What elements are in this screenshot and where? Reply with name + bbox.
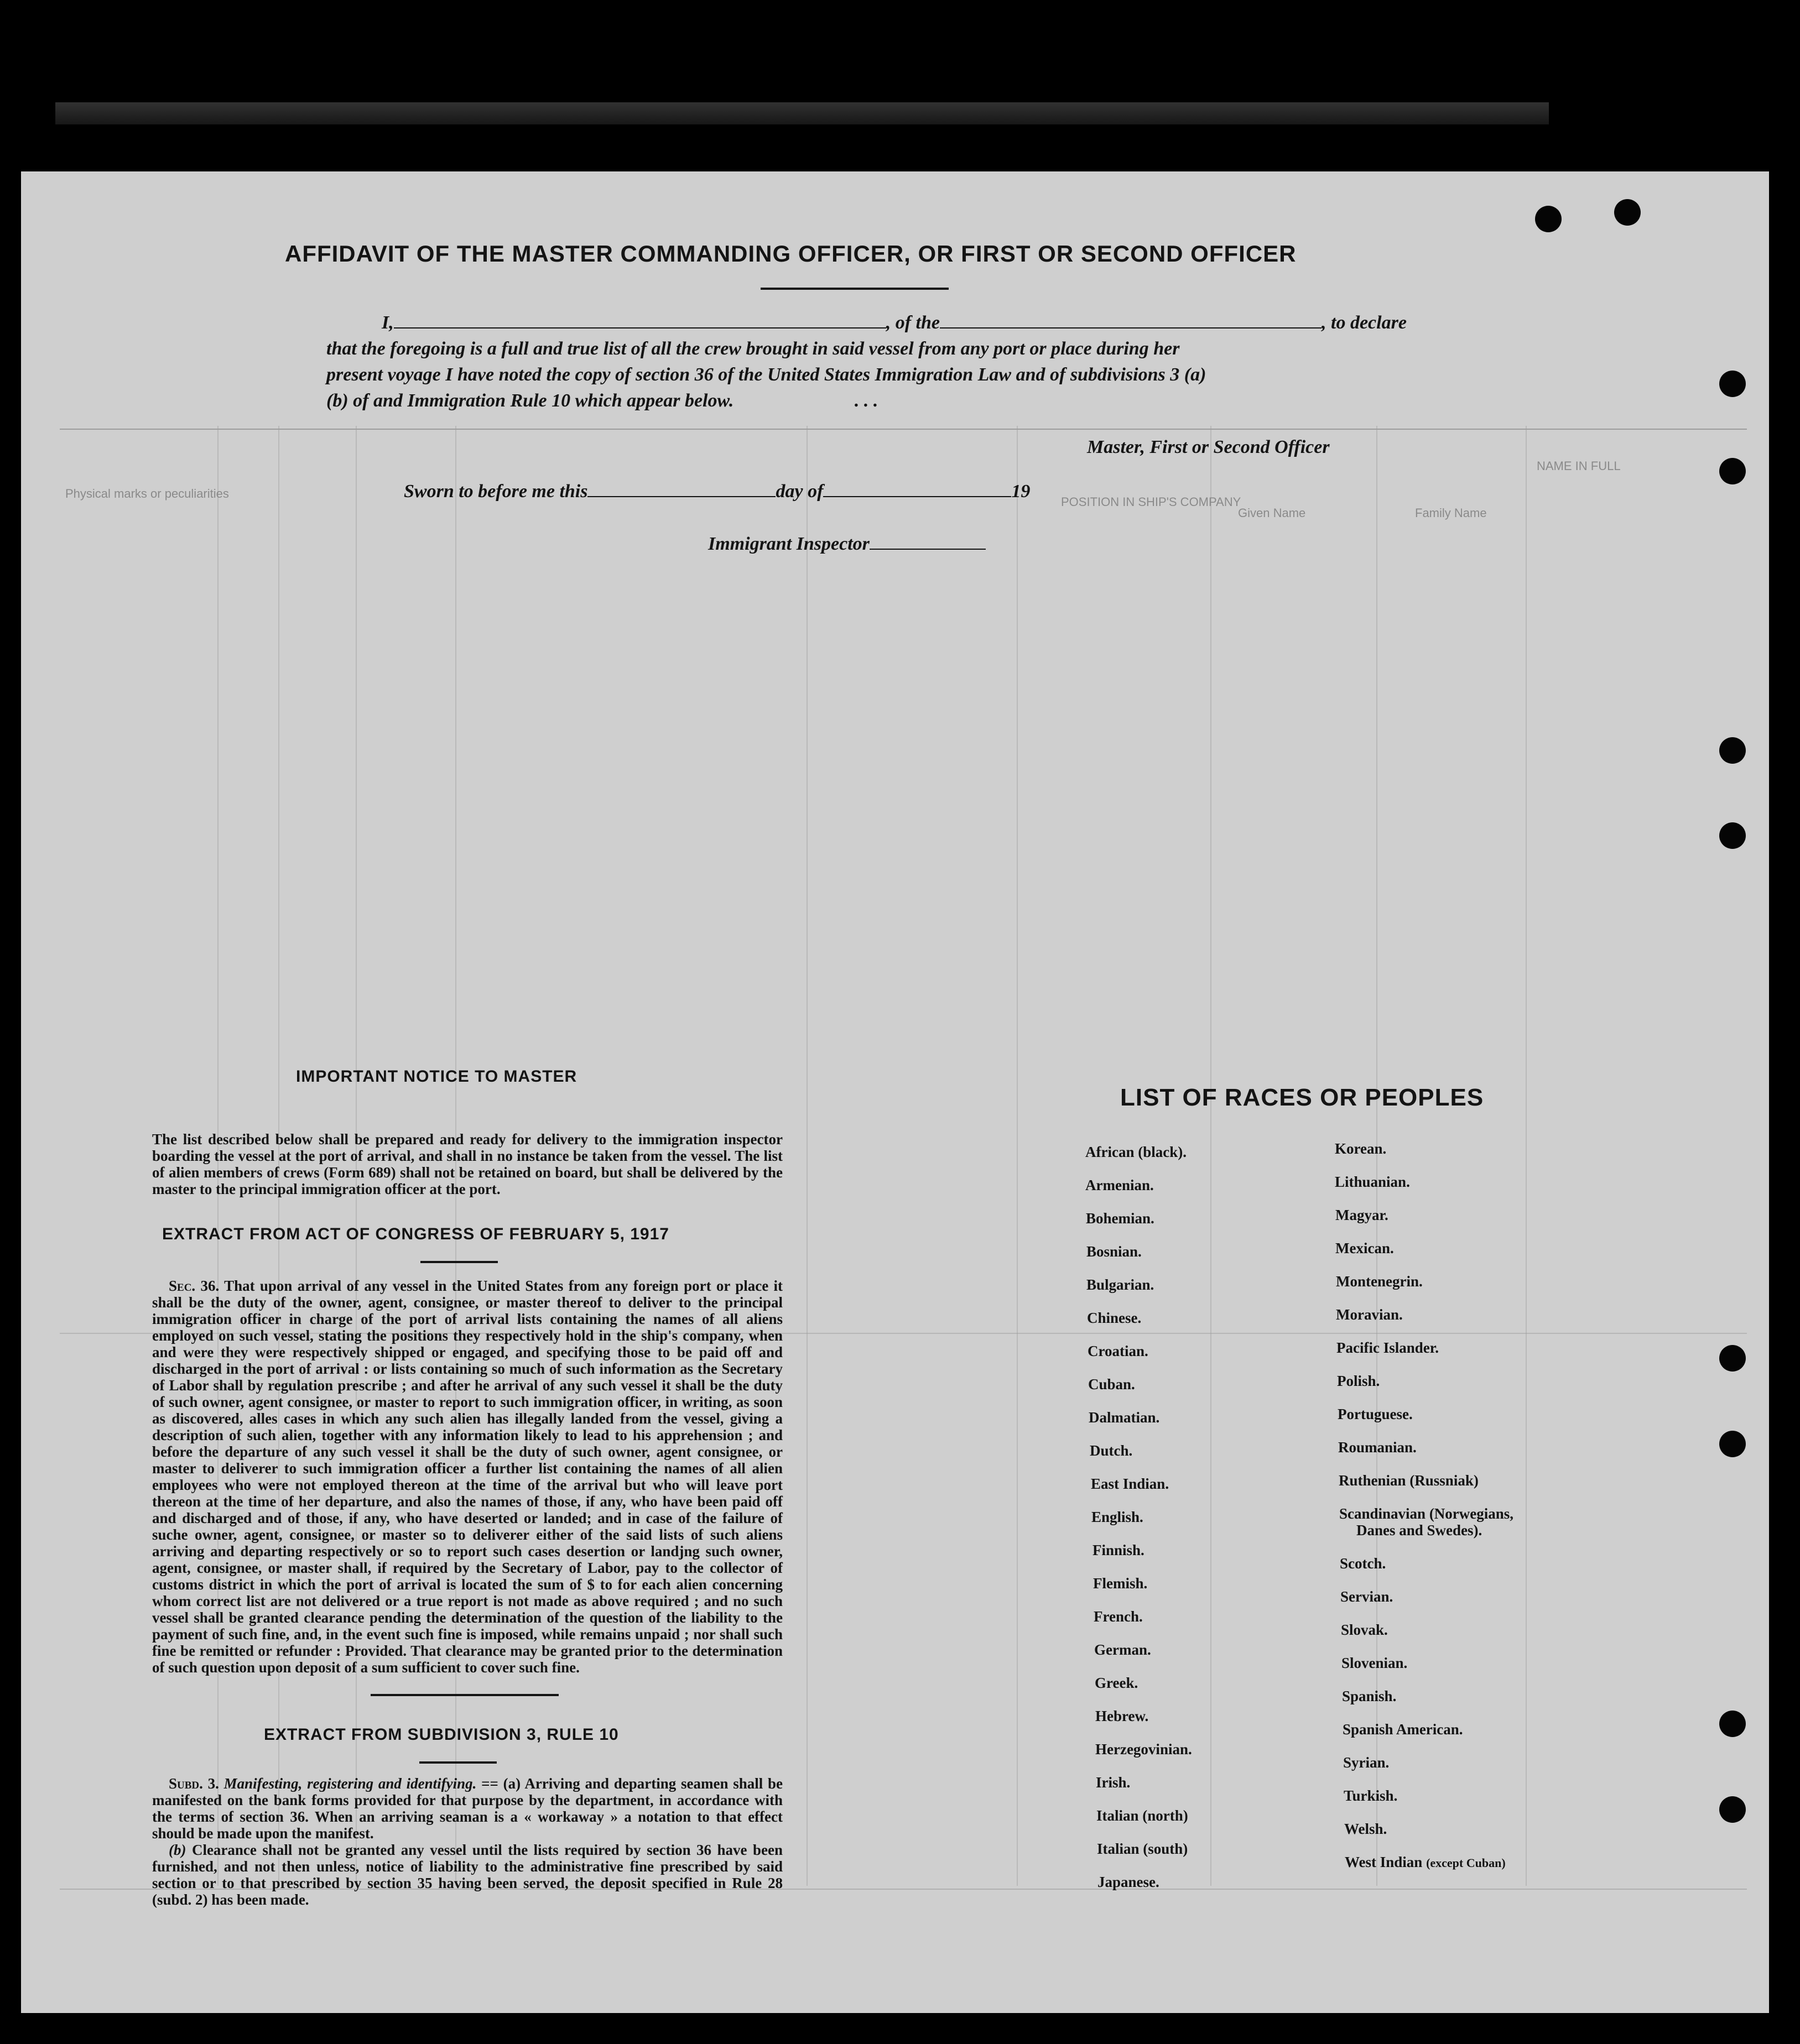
affidavit-of-the: , of the <box>886 312 940 333</box>
race-item: Croatian. <box>1088 1343 1148 1359</box>
binder-hole <box>1719 822 1746 849</box>
bleed-header: Given Name <box>1238 506 1306 520</box>
sworn-prefix: Sworn to before me this <box>404 481 588 502</box>
rule-b-label: (b) <box>169 1842 186 1858</box>
signature-label: Master, First or Second Officer <box>1087 437 1330 457</box>
month-blank[interactable] <box>823 496 1011 497</box>
race-item: English. <box>1091 1509 1143 1525</box>
rule-text-a: == (a) Arriving and departing seamen shall be manifested on the bank forms provided for that purpose by the department, in accordance with the terms of section 36. When an arriving seaman is a « workaway » a notation to that effect should be made upon the manifest. <box>152 1775 783 1842</box>
race-item <box>1339 1505 1513 1522</box>
bleed-column-line <box>1210 426 1211 1886</box>
inspector-line <box>708 534 986 555</box>
sec-label: Sec. 36. <box>169 1278 220 1294</box>
race-item: Moravian. <box>1336 1306 1403 1323</box>
race-item: Mexican. <box>1335 1240 1394 1256</box>
race-item: Herzegovinian. <box>1095 1741 1192 1758</box>
rank-blank[interactable] <box>940 327 1322 328</box>
race-item: African (black). <box>1085 1144 1187 1160</box>
race-item: Dalmatian. <box>1089 1409 1160 1426</box>
rule-title: EXTRACT FROM SUBDIVISION 3, RULE 10 <box>264 1725 619 1744</box>
inspector-label: Immigrant Inspector <box>708 534 870 554</box>
race-item: Finnish. <box>1093 1542 1144 1558</box>
race-item: Cuban. <box>1088 1376 1135 1393</box>
binder-hole <box>1719 458 1746 484</box>
race-west-indian: West Indian <box>1345 1854 1423 1870</box>
race-item: Spanish. <box>1342 1688 1397 1704</box>
act-title: EXTRACT FROM ACT OF CONGRESS OF FEBRUARY 5, 1917 <box>162 1225 669 1243</box>
race-item: Bulgarian. <box>1086 1276 1154 1293</box>
bleed-header: Family Name <box>1415 506 1487 520</box>
bleed-header: NAME IN FULL <box>1537 459 1621 473</box>
race-item: Pacific Islander. <box>1336 1339 1439 1356</box>
rule-paragraph-b <box>152 1842 783 1908</box>
binder-hole <box>1719 737 1746 764</box>
affidavit-line-4-dots: . . . <box>854 390 878 411</box>
race-item: Slovenian. <box>1341 1655 1408 1671</box>
race-item: Roumanian. <box>1338 1439 1417 1456</box>
race-item: Bohemian. <box>1086 1210 1154 1227</box>
notice-text <box>152 1131 783 1197</box>
affidavit-line-3: present voyage I have noted the copy of section 36 of the United States Immigration Law and of subdivisions 3 (a) <box>326 364 1206 385</box>
affidavit-line-4-text: (b) of and Immigration Rule 10 which appear below. <box>326 390 734 411</box>
affidavit-line-4 <box>326 390 878 411</box>
race-item: Irish. <box>1096 1774 1131 1791</box>
race-item: Italian (north) <box>1096 1807 1188 1824</box>
race-item: Ruthenian (Russniak) <box>1339 1472 1479 1489</box>
binder-hole <box>1719 371 1746 397</box>
rule-paragraph-a <box>152 1775 783 1842</box>
subd-label: Subd. 3. <box>169 1775 219 1792</box>
race-west-indian-note: (except Cuban) <box>1426 1856 1506 1870</box>
subd-heading: Manifesting, registering and identifying. <box>223 1775 477 1792</box>
race-item: Dutch. <box>1090 1442 1133 1459</box>
races-title: LIST OF RACES OR PEOPLES <box>1120 1084 1484 1111</box>
binder-hole <box>1719 1431 1746 1457</box>
affidavit-to-declare: , to declare <box>1322 312 1407 333</box>
race-item: Flemish. <box>1093 1575 1148 1592</box>
race-item: Syrian. <box>1343 1754 1390 1771</box>
binder-hole <box>1719 1711 1746 1737</box>
affidavit-i: I, <box>382 312 394 333</box>
race-item: Lithuanian. <box>1335 1174 1410 1190</box>
race-item <box>1345 1854 1506 1871</box>
race-item: Chinese. <box>1087 1310 1142 1326</box>
race-item: Turkish. <box>1344 1787 1398 1804</box>
act-underline <box>420 1261 498 1263</box>
bleed-header: Physical marks or peculiarities <box>65 487 229 500</box>
race-item-continuation: Danes and Swedes). <box>1356 1522 1482 1539</box>
name-blank[interactable] <box>394 327 886 328</box>
race-item: Korean. <box>1335 1140 1387 1157</box>
binder-hole <box>1719 1345 1746 1372</box>
sworn-line <box>404 481 1030 502</box>
inspector-blank[interactable] <box>870 549 986 550</box>
race-item: Armenian. <box>1085 1177 1154 1193</box>
sworn-day-label: day of <box>776 481 824 502</box>
bleed-column-line <box>1526 426 1527 1886</box>
race-item: Polish. <box>1337 1373 1380 1389</box>
race-item: Montenegrin. <box>1336 1273 1423 1290</box>
act-text <box>152 1278 783 1676</box>
race-scandinavian: Scandinavian (Norwegians, <box>1339 1505 1514 1522</box>
day-blank[interactable] <box>587 496 776 497</box>
act-paragraph <box>152 1278 783 1676</box>
affidavit-line-1 <box>382 312 1407 333</box>
race-item: German. <box>1094 1641 1151 1658</box>
rule-underline <box>419 1761 497 1764</box>
race-item: Portuguese. <box>1338 1406 1413 1422</box>
affidavit-line-2: that the foregoing is a full and true list of all the crew brought in said vessel from any port or place during her <box>326 338 1180 359</box>
race-item: Welsh. <box>1344 1821 1387 1837</box>
race-item: Slovak. <box>1341 1621 1388 1638</box>
scanner-edge-strip <box>55 102 1549 124</box>
rule-text <box>152 1775 783 1908</box>
race-item: Scotch. <box>1340 1555 1386 1572</box>
bleed-rule <box>60 429 1747 430</box>
race-item: Greek. <box>1095 1675 1138 1691</box>
race-item: Japanese. <box>1097 1874 1159 1890</box>
binder-hole <box>1614 199 1641 226</box>
sworn-year: 19 <box>1011 481 1031 502</box>
affidavit-title: AFFIDAVIT OF THE MASTER COMMANDING OFFICER, OR FIRST OR SECOND OFFICER <box>285 241 1297 267</box>
bleed-column-line <box>1017 426 1018 1886</box>
notice-paragraph: The list described below shall be prepared and ready for delivery to the immigration inspector boarding the vessel at the port of arrival, and shall in no instance be taken from the vessel. The list of alien members of crews (Form 689) shall not be retained on board, but shall be delivered by the master to the principal immigration officer at the port. <box>152 1131 783 1197</box>
race-item: Bosnian. <box>1086 1243 1142 1260</box>
race-item: Italian (south) <box>1097 1840 1188 1857</box>
bleed-column-line <box>807 426 808 1886</box>
act-body: That upon arrival of any vessel in the United States from any foreign port or place it shall be the duty of the owner, agent, consignee, or master thereof to deliver to the principal immigration officer in charge of the port of arrival lists containing the names of all aliens employed on such vessel, stating the positions they respectively hold in the ship's company, when and were they were respectively shipped or engaged, and specifying those to be paid off and discharged in the port of arrival : or lists containing so much of such information as the Secretary of Labor shall by regulation prescribe ; and after he arrival of any such vessel it shall be the duty of such owner, agent consignee, or master to report to such immigration officer, in writing, as soon as discovered, alles cases in which any such alien has illegally landed from the vessel, giving a description of such alien, together with any information likely to lead to his apprehension ; and before the departure of any such vessel it shall be the duty of such owner, agent consignee, or master to deliverer to such immigration officer a further list containing the names of all alien employees who were not employed thereon at the time of the arrival but who will leave port thereon at the time of her departure, and also the names of those, if any, who have been paid off and discharged and of those, if any, who have deserted or landed; and in case of the failure of suche owner, agent, consignee, or master so to deliverer either of the said lists of such aliens arriving and departing respectively or so to report such cases desertion or landjng such owner, agent, consignee, or master shall, if required by the Secretary of Labor, pay to the collector of customs district in which the port of arrival is located the sum of $ to for each alien concerning whom correct list are not delivered or a true report is not made as above required ; and no such vessel shall be granted clearance pending the determination of the question of the liability to the payment of such fine, and, in the event such fine is imposed, while remains unpaid ; nor shall such fine be remitted or refunder : Provided. That clearance may be granted prior to the determination of such question upon deposit of a sum sufficient to cover such fine. <box>152 1278 783 1676</box>
act-end-rule <box>371 1694 559 1696</box>
binder-hole <box>1535 206 1562 232</box>
rule-text-b: Clearance shall not be granted any vessel until the lists required by section 36 have been furnished, and not then unless, notice of liability to the administrative fine prescribed by said section or to that prescribed by section 35 having been served, the deposit specified in Rule 28 (subd. 2) has been made. <box>152 1842 783 1908</box>
race-item: Spanish American. <box>1343 1721 1463 1738</box>
race-item: Magyar. <box>1335 1207 1388 1223</box>
bleed-header: POSITION IN SHIP'S COMPANY <box>1061 495 1241 509</box>
race-item: Hebrew. <box>1095 1708 1149 1724</box>
race-item: Servian. <box>1340 1588 1393 1605</box>
binder-hole <box>1719 1796 1746 1823</box>
race-item: East Indian. <box>1091 1475 1169 1492</box>
title-underline <box>761 288 949 290</box>
race-item: French. <box>1094 1608 1143 1625</box>
notice-title: IMPORTANT NOTICE TO MASTER <box>296 1067 578 1086</box>
